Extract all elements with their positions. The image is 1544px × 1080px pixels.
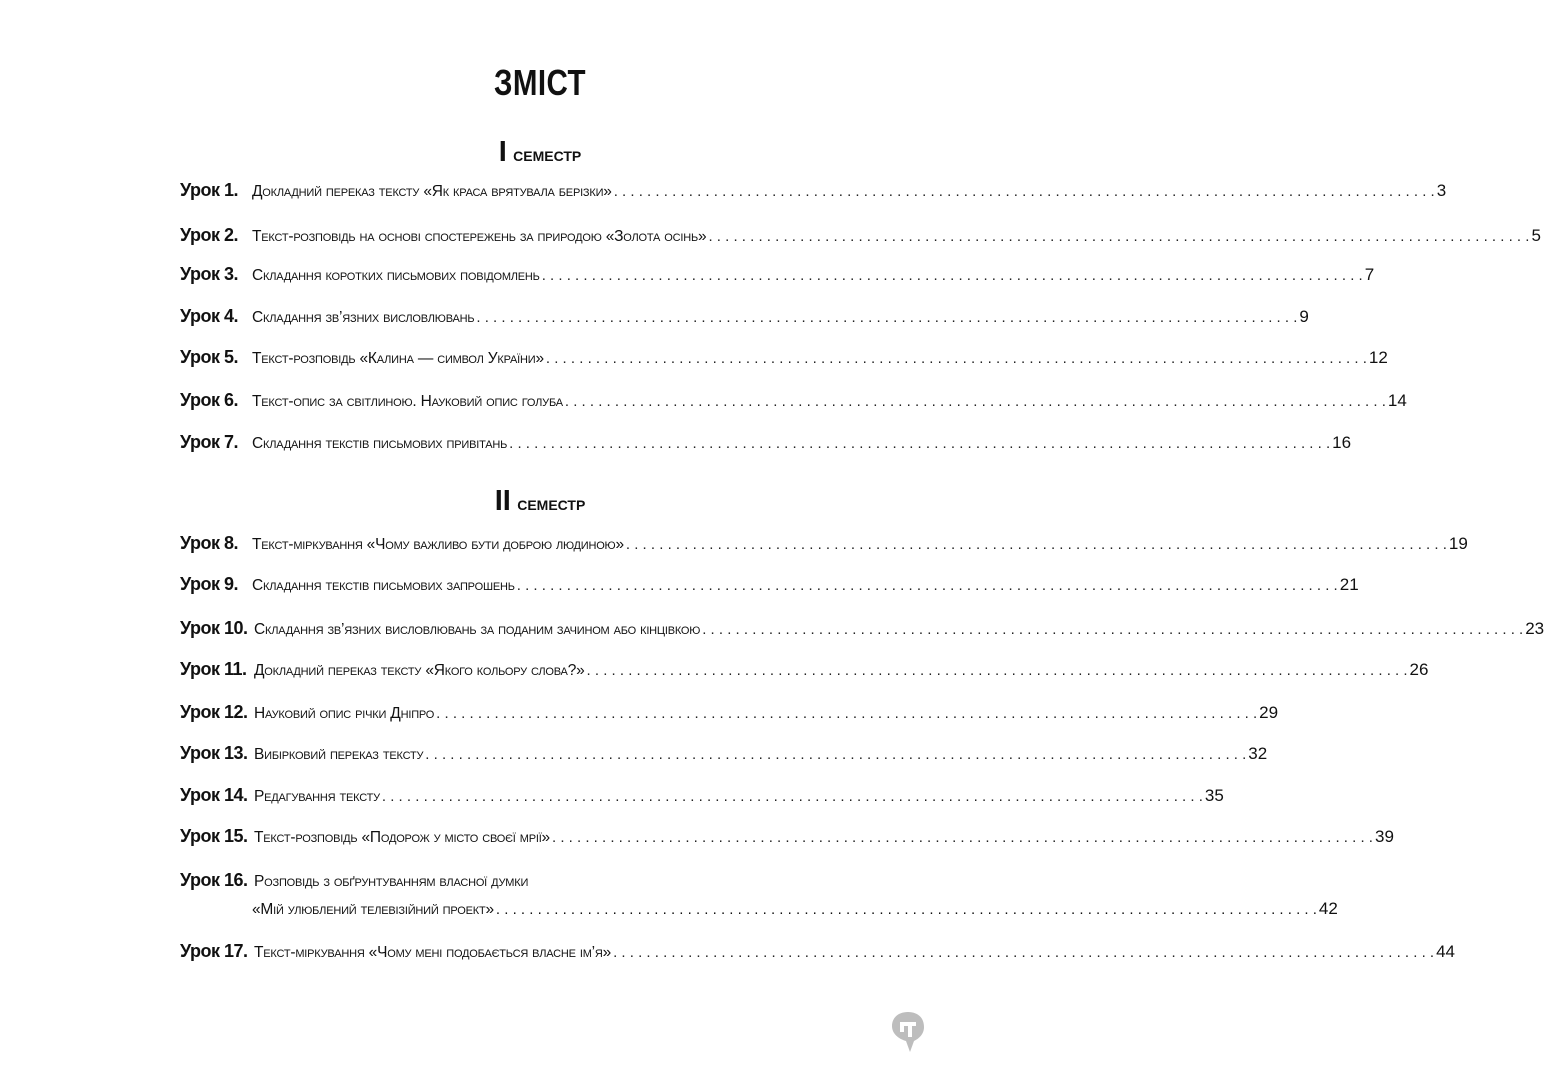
lesson-title: Текст-міркування «Чому важливо бути доброю людиною» (252, 536, 624, 553)
toc-row-lesson-7[interactable] (180, 432, 1352, 458)
toc-row-lesson-8[interactable] (180, 533, 1468, 559)
lesson-label: Урок 12. (180, 702, 248, 722)
lesson-label: Урок 17. (180, 941, 248, 961)
toc-row-lesson-12[interactable] (180, 702, 1279, 728)
semester-number: І (498, 136, 507, 168)
toc-row-lesson-17[interactable] (180, 941, 1455, 967)
leader-dots (476, 309, 1297, 326)
toc-row-lesson-11[interactable] (180, 659, 1429, 685)
semester-1-heading (0, 136, 1080, 169)
semester-word: семестр (513, 144, 582, 166)
leader-dots (509, 435, 1330, 452)
lesson-label: Урок 10. (180, 618, 248, 638)
lesson-title: Текст-розповідь «Подорож у місто своєї мрії» (254, 829, 550, 846)
toc-row-lesson-13[interactable] (180, 743, 1268, 769)
leader-dots (626, 536, 1447, 553)
lesson-title-continued: «Мій улюблений телевізійний проект» (252, 901, 494, 918)
leader-dots (708, 228, 1529, 245)
toc-row-lesson-5[interactable] (180, 347, 1388, 373)
leader-dots (587, 662, 1408, 679)
toc-row-lesson-3[interactable] (180, 264, 1375, 290)
lesson-title: Науковий опис річки Дніпро (254, 705, 435, 722)
leader-dots (496, 901, 1317, 918)
leader-dots (517, 577, 1338, 594)
page-number: 42 (1318, 899, 1338, 918)
lesson-title: Докладний переказ тексту «Якого кольору слова?» (254, 662, 585, 679)
page-number: 39 (1374, 827, 1394, 846)
lesson-label: Урок 4. (180, 306, 239, 326)
page-number: 9 (1299, 307, 1309, 326)
page-title: ЗМІСТ (494, 62, 586, 103)
page-number: 29 (1259, 703, 1279, 722)
lesson-title: Вибірковий переказ тексту (254, 746, 424, 763)
toc-row-lesson-9[interactable] (180, 574, 1359, 600)
lesson-title: Складання коротких письмових повідомлень (252, 267, 540, 284)
lesson-title: Текст-міркування «Чому мені подобається власне ім’я» (254, 944, 612, 961)
lesson-label: Урок 5. (180, 347, 239, 367)
lesson-label: Урок 11. (180, 659, 247, 679)
leader-dots (552, 829, 1373, 846)
lesson-title: Складання текстів письмових привітань (252, 435, 508, 452)
lesson-title: Складання текстів письмових запрошень (252, 577, 515, 594)
leader-dots (546, 350, 1367, 367)
lesson-label: Урок 8. (180, 533, 239, 553)
lesson-label: Урок 9. (180, 574, 239, 594)
page-number: 32 (1248, 744, 1268, 763)
lesson-title: Докладний переказ тексту «Як краса врятувала берізки» (252, 183, 612, 200)
leader-dots (614, 183, 1435, 200)
page-number: 21 (1339, 575, 1359, 594)
leader-dots (436, 705, 1257, 722)
toc-row-lesson-10[interactable] (180, 618, 1544, 644)
page-number: 23 (1525, 619, 1544, 638)
toc-row-lesson-16-continued[interactable] (252, 899, 1338, 925)
page-number: 3 (1436, 181, 1447, 200)
page-number: 26 (1409, 660, 1429, 679)
lesson-title: Розповідь з обґрунтуванням власної думки (254, 873, 529, 890)
page-number: 5 (1531, 226, 1541, 245)
page-number: 35 (1204, 786, 1224, 805)
lesson-label: Урок 3. (180, 264, 239, 284)
leader-dots (382, 788, 1203, 805)
page-number: 44 (1436, 942, 1455, 961)
lesson-label: Урок 15. (180, 826, 248, 846)
leader-dots (565, 393, 1386, 410)
leader-dots (542, 267, 1363, 284)
page-number: 14 (1387, 391, 1407, 410)
lesson-title: Текст-розповідь на основі спостережень за природою «Золота осінь» (252, 228, 707, 245)
lesson-label: Урок 13. (180, 743, 248, 763)
leader-dots (613, 944, 1434, 961)
page-number: 7 (1364, 265, 1375, 284)
toc-row-lesson-2[interactable] (180, 225, 1541, 251)
semester-word: семестр (517, 493, 586, 515)
lesson-title: Текст-розповідь «Калина — символ України» (252, 350, 544, 367)
toc-row-lesson-15[interactable] (180, 826, 1394, 852)
lesson-title: Складання зв’язних висловлювань за поданим зачином або кінцівкою (254, 621, 701, 638)
lesson-label: Урок 2. (180, 225, 239, 245)
lesson-label: Урок 1. (180, 180, 239, 200)
lesson-label: Урок 7. (180, 432, 239, 452)
lesson-label: Урок 14. (180, 785, 248, 805)
lesson-title: Текст-опис за світлиною. Науковий опис голуба (252, 393, 563, 410)
toc-row-lesson-1[interactable] (180, 180, 1447, 206)
leader-dots (425, 746, 1246, 763)
lesson-label: Урок 6. (180, 390, 239, 410)
page-corner-badge-icon (890, 1010, 926, 1054)
page-number: 16 (1332, 433, 1352, 452)
page-number: 12 (1368, 348, 1388, 367)
semester-2-heading (0, 485, 1080, 518)
toc-row-lesson-14[interactable] (180, 785, 1224, 811)
lesson-label: Урок 16. (180, 870, 248, 890)
leader-dots (702, 621, 1523, 638)
toc-row-lesson-16[interactable] (180, 870, 886, 896)
page-number: 19 (1448, 534, 1468, 553)
semester-number: ІІ (494, 485, 511, 517)
lesson-title: Редагування тексту (254, 788, 380, 805)
toc-row-lesson-4[interactable] (180, 306, 1309, 332)
lesson-title: Складання зв’язних висловлювань (252, 309, 475, 326)
toc-row-lesson-6[interactable] (180, 390, 1407, 416)
